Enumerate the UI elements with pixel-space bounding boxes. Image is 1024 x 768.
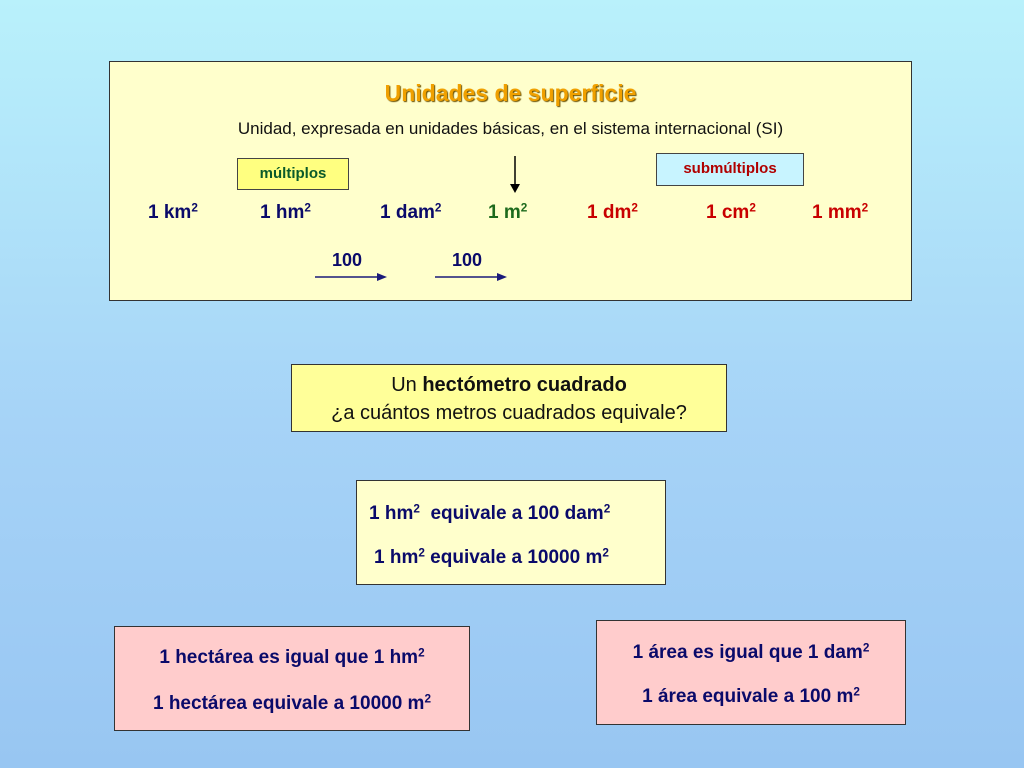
right-arrow-icon [315,271,387,283]
equivalence-line-2: 1 $hm^2$ equivale a 10000 $m^2$ [374,546,609,568]
unit-cm2: 1 $cm^2$ [706,201,756,223]
hectare-line-2: 1 hectárea equivale a 10000 $m^2$ [152,692,431,714]
unit-km2: 1 $km^2$ [148,201,198,223]
panel-subtitle: Unidad, expresada en unidades básicas, en el sistema internacional (SI) [237,119,784,138]
units-panel [109,61,912,301]
right-arrow-icon [435,271,507,283]
hectare-box [114,626,470,731]
down-arrow-icon [505,156,525,194]
factor-label-2: 100 [452,250,483,270]
question-line-2: ¿a cuántos metros cuadrados equivale? [331,402,687,424]
equivalence-box [356,480,666,585]
unit-mm2: 1 $mm^2$ [812,201,869,223]
hectare-line-1: 1 hectárea es igual que 1 $hm^2$ [159,646,425,668]
unit-dam2: 1 dam$^2$ [380,201,442,223]
unit-dm2: 1 $dm^2$ [587,201,638,223]
submultiples-label: submúltiplos [656,153,804,186]
unit-m2: 1 $m^2$ [488,201,528,223]
area-box [596,620,906,725]
multiples-label: múltiplos [237,158,349,190]
question-box [291,364,727,432]
area-line-2: 1 área equivale a 100 $m^2$ [642,685,860,707]
question-line-1: Un hectómetro cuadrado [391,374,627,396]
panel-title: Unidades de superficie [384,80,637,106]
area-line-1: 1 área es igual que 1 dam$^2$ [632,641,870,663]
unit-hm2: 1 $hm^2$ [260,201,311,223]
equivalence-line-1: 1 $hm^2$ equivale a 100 dam$^2$ [369,502,611,524]
factor-label-1: 100 [332,250,363,270]
